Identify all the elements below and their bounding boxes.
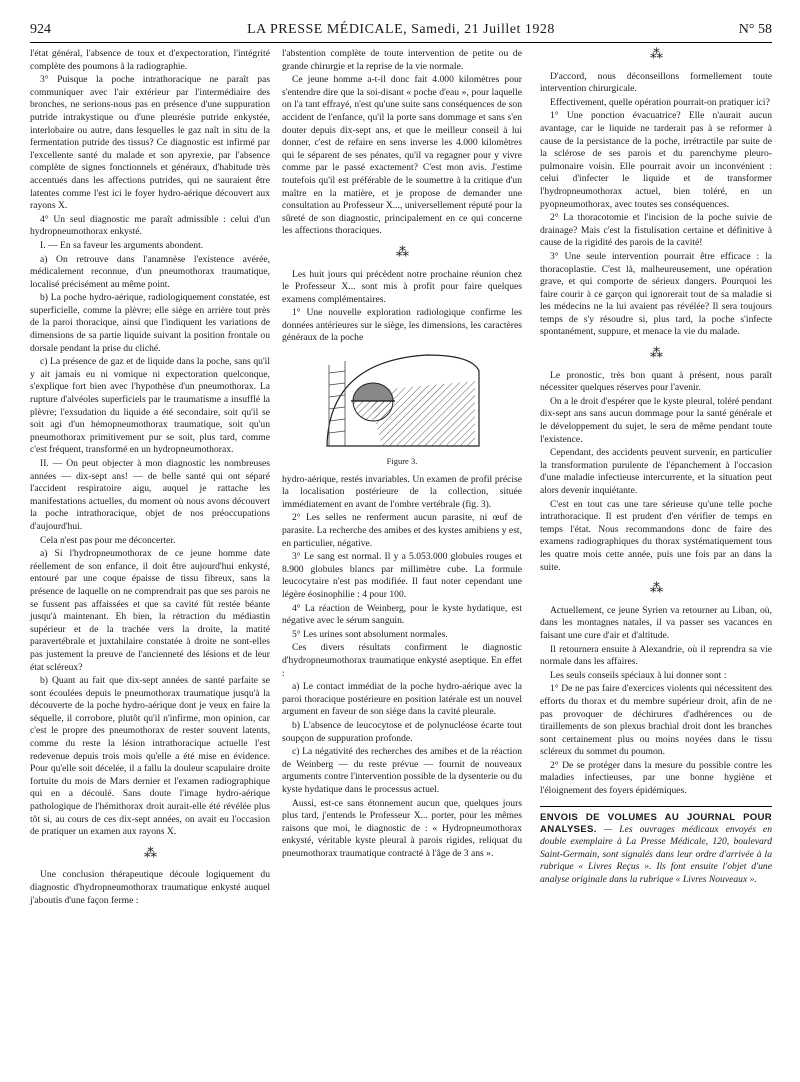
column-2 [282,48,522,861]
page-number: 924 [30,22,51,37]
paragraph: I. — En sa faveur les arguments abondent. [40,239,204,251]
page-header [30,22,772,43]
paragraph: c) La négativité des recherches des amibes et de la réaction de Weinberg — du reste prévue — fournit de nouveaux arguments contre l'intervention possible de la dysenterie ou du kyste hydatique dans le processus actuel. [282,746,522,795]
paragraph: a) Si l'hydropneumothorax de ce jeune homme date réellement de son enfance, il doit être aujourd'hui enkysté, entouré par une coque épaisse de tissu fibreux, sans la présence de laquelle on ne comprendrait pas que ses parois ne se fussent pas affaissées et que sa cavité fût restée béante jusqu'à maintenant. Eh bien, la rétraction du médiastin supérieur et de la trachée vers la droite, la matité paravertébrale et juxtahilaire constatée à droite ne sont-elles pas justement la preuve de l'ancienneté des lésions et de leur état scléreux? [30,548,270,673]
paragraph: 3° Une seule intervention pourrait être efficace : la thoracoplastie. C'est là, malheureusement, une opération grave, et qui comporte de sérieux dangers. Pourquoi les faire courir à ce garçon qui ignorerait tout de sa maladie si les médecins ne la lui avaient pas révélée? Il sera toujours temps de s'y résoudre si, plus tard, la poche s'infecte spontanément, suppure, et menace la vie du malade. [540,250,772,338]
paragraph: Une conclusion thérapeutique découle logiquement du diagnostic d'hydropneumothorax traumatique enkysté auquel j'aboutis d'une façon ferme : [30,869,270,906]
paragraph: b) Quant au fait que dix-sept années de santé parfaite se sont écoulées depuis le pneumothorax traumatique jusqu'à la découverte de la poche hydro-aérique dont je veux en faire la séquelle, il corrobore, plutôt qu'il n'infirme, mon opinion, car c'est le propre des pneumothorax de rester souvent latents, comme du reste la lésion intrathoracique actuelle l'est redevenue depuis trois mois qu'elle a été mise en évidence. Pour qu'elle soit décelée, il a fallu la douleur scapulaire droite fortuite du mois de Mars dernier et l'examen radiographique qui en a découlé. Sans doute l'image hydro-aérique pathologique de l'hémithorax droit aurait-elle été révélée plus tôt si, au cours de ces dix-sept années, on avait eu l'occasion de pratiquer un examen aux rayons X. [30,675,270,838]
figure-3 [282,351,522,451]
paragraph: l'abstention complète de toute intervention de petite ou de grande chirurgie et la reprise de la vie normale. [282,48,522,72]
paragraph: 2° Les selles ne renferment aucun parasite, ni œuf de parasite. La recherche des amibes et des kystes amibiens y est, en particulier, négative. [282,512,522,549]
envois-notice [540,806,772,886]
paragraph: Effectivement, quelle opération pourrait-on pratiquer ici? [550,96,770,108]
paragraph: Il retournera ensuite à Alexandrie, où il reprendra sa vie normale dans les affaires. [540,643,772,668]
paragraph: 3° Le sang est normal. Il y a 5.053.000 globules rouges et 8.900 globules blancs par millimètre cube. La formule leucocytaire n'est pas modifiée. Il faut noter cependant une légère éosinophilie : 4 pour 100. [282,551,522,600]
column-3 [540,48,772,886]
paragraph: Le pronostic, très bon quant à présent, nous paraît nécessiter quelques réserves pour l'avenir. [540,369,772,394]
paragraph: 5° Les urines sont absolument normales. [292,628,448,640]
paragraph: 3° Puisque la poche intrathoracique ne paraît pas communiquer avec l'air extérieur par l'intermédiaire des bronches, ne serions-nous pas en présence d'une suppuration putride intrakystique ou d'une pleurésie putride enkystée, interlobaire ou autre, dans lesquelles le gaz naît in situ de la fermentation putride des tissus? Ce diagnostic est infirmé par l'excellente santé du malade et son apyrexie, par l'absence complète de signes fonctionnels et généraux, d'habitude très accentués dans les affections putrides, qui ne sauraient être latentes comme l'est ici le foyer hydro-aérique découvert aux rayons X. [30,74,270,212]
issue-number: N° 58 [738,22,772,37]
journal-title: LA PRESSE MÉDICALE, Samedi, 21 Juillet 1928 [247,22,555,37]
figure-caption: Figure 3. [386,456,418,467]
paragraph: hydro-aérique, restés invariables. Un examen de profil précise la localisation postérieure de la collection, située immédiatement en avant de l'ombre vertébrale (fig. 3). [282,473,522,510]
paragraph: Ces divers résultats confirment le diagnostic d'hydropneumothorax traumatique enkysté aseptique. En effet : [282,642,522,679]
paragraph: 4° La réaction de Weinberg, pour le kyste hydatique, est négative avec le sérum sanguin. [282,602,522,627]
envois-heading: ENVOIS DE VOLUMES AU JOURNAL POUR ANALYSES. [540,811,772,836]
paragraph: 1° Une ponction évacuatrice? Elle n'aurait aucun avantage, car le liquide ne tarderait pas à se reformer à cause de la persistance de la poche, irrétractile par suite de la sclérose de ses parois et du parenchyme pleuro-pulmonaire voisin. Elle pourrait avoir un inconvénient : celui d'infecter le liquide et de transformer l'hydropneumothorax actuel, bien toléré, en un pyopneumothorax, avec toutes ses conséquences. [540,110,772,210]
paragraph: l'état général, l'absence de toux et d'expectoration, l'intégrité complète des poumons à la radiographie. [30,48,270,72]
envois-body: — Les ouvrages médicaux envoyés en double exemplaire à La Presse Médicale, 120, boulevard Saint-Germain, sont signalés dans leur ordre d'arrivée à la rubrique « Livres Reçus ». Ils font ensuite l'objet d'une analyse originale dans la rubrique « Livres Nouveaux ». [540,824,772,885]
paragraph: Actuellement, ce jeune Syrien va retourner au Liban, où, dans les montagnes natales, il va passer ses vacances en faisant une cure d'air et d'altitude. [540,604,772,641]
column-1 [30,48,270,908]
paragraph: c) La présence de gaz et de liquide dans la poche, sans qu'il y ait jamais eu ni vomique ni expectoration quelconque, s'explique fort bien avec l'hypothèse d'un pneumothorax. La rupture d'alvéoles superficiels par le traumatisme a insufflé la plèvre; l'exsudation du liquide a été secondaire, soit qu'il se soit agi d'un hémopneumothorax traumatique, soit qu'un pneumothorax primitivement pur se soit, plus tard, comme c'est fréquent, transformé en un hydropneumothorax. [30,356,270,456]
section-divider: ⁂ [650,580,662,596]
paragraph: Cependant, des accidents peuvent survenir, en particulier la transformation purulente de l'épanchement à l'occasion d'une maladie infectieuse intercurrente, et la situation peut alors devenir inquiétante. [540,447,772,496]
paragraph: 2° La thoracotomie et l'incision de la poche suivie de drainage? Mais c'est la fistulisation certaine et définitive à cause de la rigidité des parois de la cavité! [540,212,772,249]
paragraph: Aussi, est-ce sans étonnement aucun que, quelques jours plus tard, j'entends le Professeur X... porter, pour les mêmes raisons que moi, le diagnostic de : « Hydropneumothorax enkysté, véritable kyste pleural à parois rigides, reliquat du pneumothorax traumatique contracté à l'âge de 3 ans ». [282,797,522,859]
section-divider: ⁂ [650,46,662,61]
paragraph: b) L'absence de leucocytose et de polynucléose écarte tout soupçon de suppuration profonde. [282,719,522,744]
radiograph-figure [307,351,497,451]
paragraph: II. — On peut objecter à mon diagnostic les nombreuses années — dix-sept ans! — de belle santé qui ont séparé l'accident respiratoire aigu, auquel je rattache les manifestations actuelles, du moment où nous avons découvert la poche intrathoracique, objet de nos préoccupations d'aujourd'hui. [30,458,270,532]
paragraph: D'accord, nous déconseillons formellement toute intervention chirurgicale. [540,70,772,95]
paragraph: Cela n'est pas pour me déconcerter. [40,534,176,546]
paragraph: b) La poche hydro-aérique, radiologiquement constatée, est superficielle, comme la plèvre; elle siège en arrière tout près de la paroi thoracique, ainsi que l'indiquent les variations de dimensions de sa partie liquide suivant la position frontale ou dorsale pendant la prise du cliché. [30,292,270,354]
paragraph: a) On retrouve dans l'anamnèse l'existence avérée, médicalement reconnue, d'un pneumothorax traumatique, localisé précisément au même point. [30,253,270,290]
section-divider: ⁂ [396,243,408,259]
section-divider: ⁂ [650,345,662,361]
paragraph: 2° De se protéger dans la mesure du possible contre les maladies infectieuses, par une bonne hygiène et l'éloignement des foyers épidémiques. [540,759,772,797]
section-divider: ⁂ [144,844,156,860]
paragraph: Les huit jours qui précèdent notre prochaine réunion chez le Professeur X... sont mis à profit pour faire quelques examens complémentaires. [282,268,522,305]
paragraph: a) Le contact immédiat de la poche hydro-aérique avec la paroi thoracique postérieure en position latérale est un nouvel argument en faveur de son siège dans la cavité pleurale. [282,681,522,718]
paragraph: On a le droit d'espérer que le kyste pleural, toléré pendant dix-sept ans sans aucun dommage pour la santé générale et le développement du sujet, le sera de même pendant toute l'existence. [540,395,772,445]
paragraph: Ce jeune homme a-t-il donc fait 4.000 kilomètres pour s'entendre dire que la soi-disant « poche d'eau », pour laquelle on l'a tant effrayé, n'est qu'une suite sans conséquences de son accident de l'enfance, qu'il la porte sans dommage et sans s'en douter depuis dix-sept ans, et que le meilleur conseil à lui donner, c'est de refaire en sens inverse les 4.000 kilomètres qui le séparent de ses pénates, qu'il va regagner pour y vivre comme par le passé exactement? C'est mon avis. J'estime toutefois qu'il est préférable de le soumettre à la critique d'un maître en la matière, et je propose de demander une consultation au Professeur X..., universellement réputé pour la sûreté de son diagnostic, principalement en ce qui concerne les affections thoraciques. [282,74,522,237]
paragraph: 1° De ne pas faire d'exercices violents qui nécessitent des efforts du thorax et du membre supérieur droit, afin de ne pas provoquer de déchirures d'adhérences ou de tiraillements de son plexus brachial droit dont les branches sont certainement plus ou moins noyées dans le tissu scléreux du sommet du poumon. [540,683,772,758]
paragraph: C'est en tout cas une tare sérieuse qu'une telle poche intrathoracique. Il est prudent d'en vérifier de temps en temps l'état. Nous recommandons donc de faire des examens radiographiques du thorax systématiquement tous les quatre mois cette année, puis une fois par an dans la suite. [540,498,772,573]
paragraph: 1° Une nouvelle exploration radiologique confirme les données antérieures sur le siège, les dimensions, les caractères généraux de la poche [282,307,522,344]
paragraph: Les seuls conseils spéciaux à lui donner sont : [550,669,727,681]
paragraph: 4° Un seul diagnostic me paraît admissible : celui d'un hydropneumothorax enkysté. [30,213,270,238]
